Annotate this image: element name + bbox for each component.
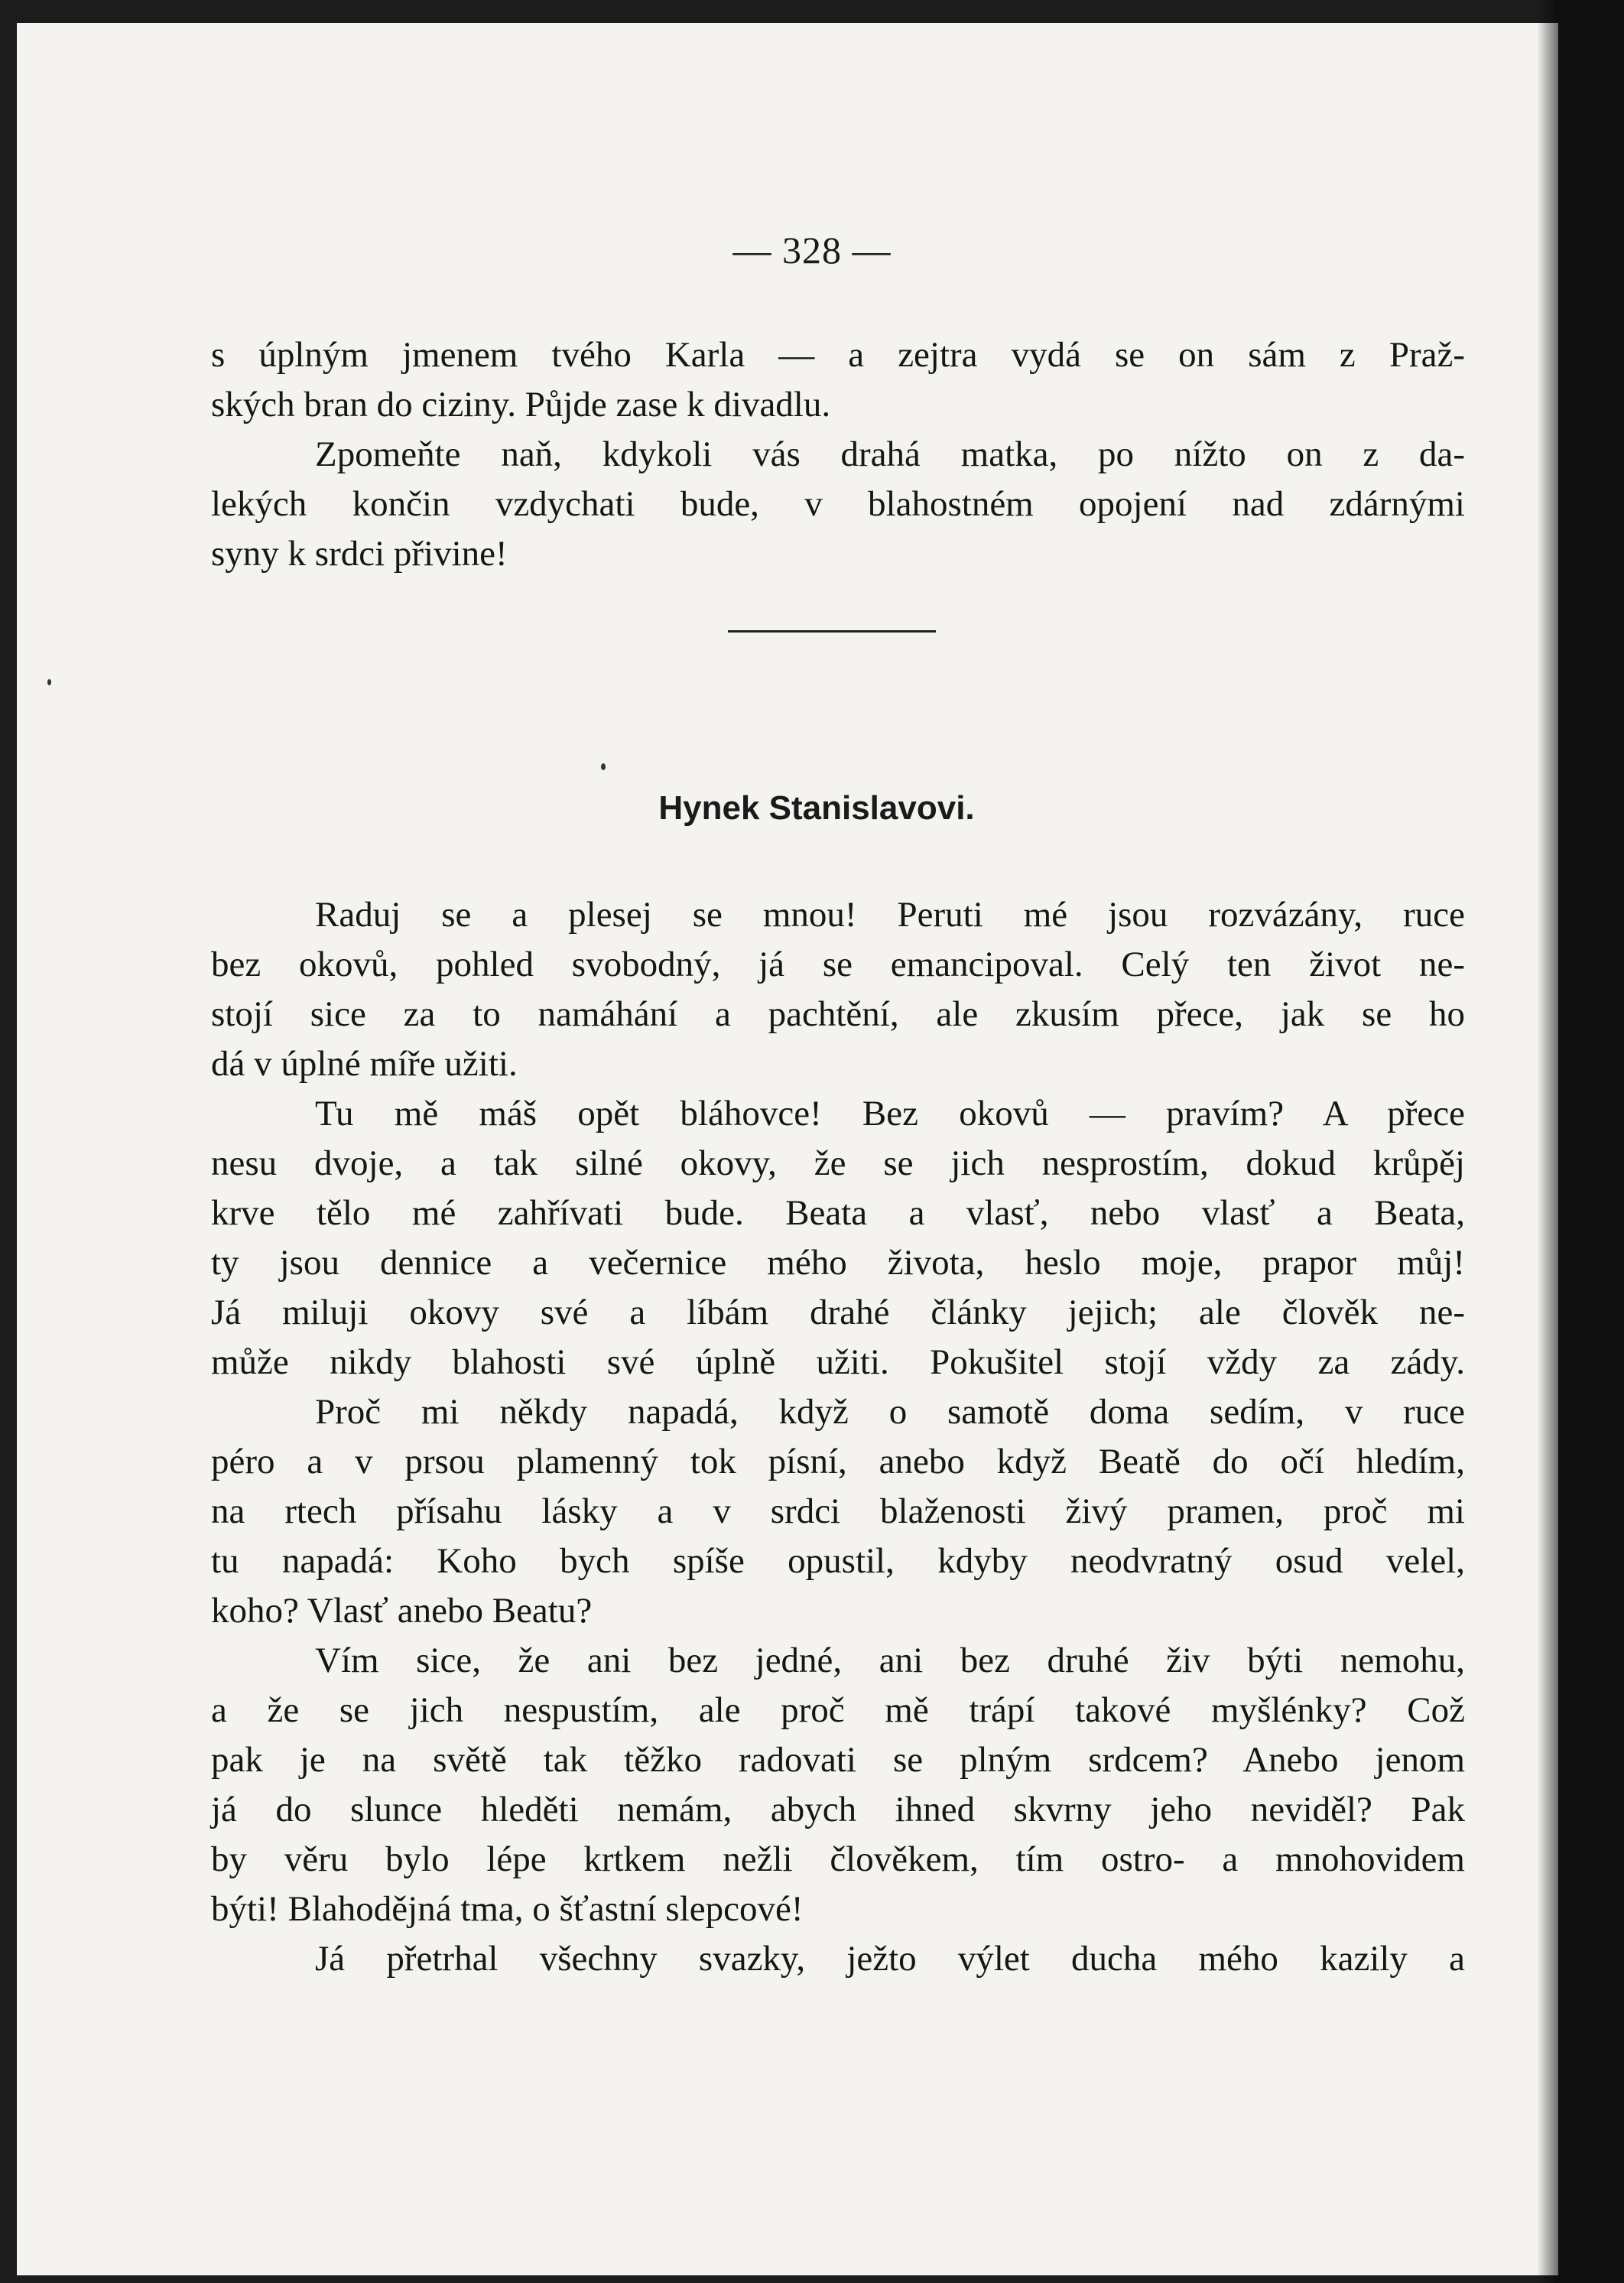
paper-speck: [601, 763, 606, 770]
text-line: na rtech přísahu lásky a v srdci blaženosti živý pramen, proč mi: [211, 1491, 1465, 1531]
text-line: Proč mi někdy napadá, když o samotě doma sedím, v ruce: [315, 1392, 1465, 1432]
text-block-intro: [211, 330, 1465, 579]
text-line: dá v úplné míře užiti.: [211, 1044, 518, 1084]
text-line: ských bran do ciziny. Půjde zase k divadlu.: [211, 385, 831, 424]
text-line: Já miluji okovy své a líbám drahé články jejich; ale člověk ne-: [211, 1293, 1465, 1332]
text-line: tu napadá: Koho bych spíše opustil, kdyby neodvratný osud velel,: [211, 1541, 1465, 1581]
text-line: Tu mě máš opět bláhovce! Bez okovů — pravím? A přece: [315, 1094, 1465, 1133]
text-line: stojí sice za to namáhání a pachtění, ale zkusím přece, jak se ho: [211, 994, 1465, 1034]
text-line: ty jsou dennice a večernice mého života, heslo moje, prapor můj!: [211, 1243, 1465, 1283]
book-spine: [1558, 0, 1624, 2283]
section-divider: [728, 630, 936, 633]
text-line: Já přetrhal všechny svazky, ježto výlet ducha mého kazily a: [315, 1939, 1465, 1979]
text-line: krve tělo mé zahřívati bude. Beata a vlasť, nebo vlasť a Beata,: [211, 1193, 1465, 1233]
text-line: by věru bylo lépe krtkem nežli člověkem, tím ostro- a mnohovidem: [211, 1839, 1465, 1879]
text-line: já do slunce hleděti nemám, abych ihned skvrny jeho neviděl? Pak: [211, 1790, 1465, 1829]
text-line: pak je na světě tak těžko radovati se plným srdcem? Anebo jenom: [211, 1740, 1465, 1780]
text-line: s úplným jmenem tvého Karla — a zejtra vydá se on sám z Praž-: [211, 335, 1465, 375]
text-line: a že se jich nespustím, ale proč mě trápí takové myšlénky? Což: [211, 1690, 1465, 1730]
text-line: Vím sice, že ani bez jedné, ani bez druhé živ býti nemohu,: [315, 1641, 1465, 1680]
text-line: lekých končin vzdychati bude, v blahostném opojení nad zdárnými: [211, 484, 1465, 524]
text-block-letter: [211, 890, 1465, 1984]
text-line: Zpomeňte naň, kdykoli vás drahá matka, po nížto on z da-: [315, 434, 1465, 474]
text-line: Raduj se a plesej se mnou! Peruti mé jsou rozvázány, ruce: [315, 895, 1465, 935]
text-line: koho? Vlasť anebo Beatu?: [211, 1591, 593, 1631]
text-line: péro a v prsou plamenný tok písní, anebo když Beatě do očí hledím,: [211, 1442, 1465, 1481]
text-line: nesu dvoje, a tak silné okovy, že se jich nesprostím, dokud krůpěj: [211, 1143, 1465, 1183]
text-line: bez okovů, pohled svobodný, já se emancipoval. Celý ten život ne-: [211, 945, 1465, 984]
letter-heading: Hynek Stanislavovi.: [658, 789, 975, 827]
paper-speck: [47, 679, 51, 685]
text-line: může nikdy blahosti své úplně užiti. Pokušitel stojí vždy za zády.: [211, 1342, 1465, 1382]
text-line: syny k srdci přivine!: [211, 534, 508, 574]
page-edge-shadow: [1537, 0, 1558, 2283]
text-line: býti! Blahodějná tma, o šťastní slepcové!: [211, 1889, 804, 1929]
page-number: — 328 —: [732, 229, 892, 272]
